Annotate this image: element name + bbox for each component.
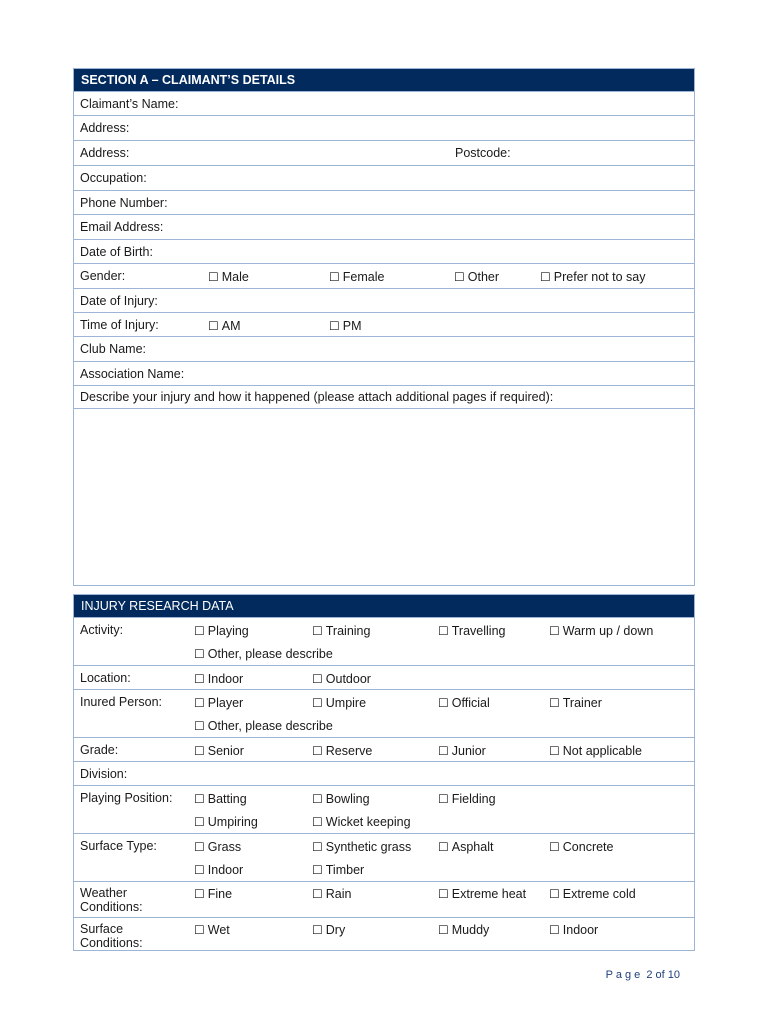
playing-position-row (74, 785, 694, 809)
claimant-details-section (73, 68, 695, 586)
injured-person-row (74, 689, 694, 713)
surface-grass-checkbox[interactable]: ☐ Grass (194, 840, 241, 854)
gender-prefer-not-checkbox[interactable]: ☐ Prefer not to say (540, 270, 645, 284)
surface-type-row (74, 833, 694, 857)
club-name-row[interactable] (74, 336, 694, 361)
injury-research-title: INJURY RESEARCH DATA (74, 595, 694, 617)
weather-rain-checkbox[interactable]: ☐ Rain (312, 887, 351, 901)
activity-warmup-checkbox[interactable]: ☐ Warm up / down (549, 624, 653, 638)
page-number: 2 of 10 (646, 969, 680, 981)
person-umpire-checkbox[interactable]: ☐ Umpire (312, 696, 366, 710)
location-outdoor-checkbox[interactable]: ☐ Outdoor (312, 672, 371, 686)
address-label-1: Address: (80, 121, 130, 135)
describe-textarea[interactable] (74, 408, 694, 584)
grade-label: Grade: (80, 743, 119, 757)
surface-timber-checkbox[interactable]: ☐ Timber (312, 863, 364, 877)
time-of-injury-label: Time of Injury: (80, 318, 159, 332)
date-of-injury-row[interactable] (74, 288, 694, 312)
occupation-label: Occupation: (80, 171, 147, 185)
grade-na-checkbox[interactable]: ☐ Not applicable (549, 744, 642, 758)
injury-research-section (73, 594, 695, 951)
time-of-injury-row (74, 312, 694, 336)
grade-row (74, 737, 694, 761)
association-name-label: Association Name: (80, 367, 185, 381)
time-pm-checkbox[interactable]: ☐ PM (329, 319, 362, 333)
division-label: Division: (80, 767, 128, 781)
position-bowling-checkbox[interactable]: ☐ Bowling (312, 792, 370, 806)
surface-synthetic-checkbox[interactable]: ☐ Synthetic grass (312, 840, 411, 854)
surface-indoor-checkbox[interactable]: ☐ Indoor (194, 863, 243, 877)
claimant-name-label: Claimant’s Name: (80, 97, 179, 111)
activity-travelling-checkbox[interactable]: ☐ Travelling (438, 624, 506, 638)
activity-other-row (74, 641, 694, 665)
grade-junior-checkbox[interactable]: ☐ Junior (438, 744, 486, 758)
weather-fine-checkbox[interactable]: ☐ Fine (194, 887, 232, 901)
playing-position-label: Playing Position: (80, 791, 173, 805)
activity-playing-checkbox[interactable]: ☐ Playing (194, 624, 249, 638)
club-name-label: Club Name: (80, 342, 146, 356)
surface-conditions-label-line2: Conditions: (80, 936, 143, 950)
gender-other-checkbox[interactable]: ☐ Other (454, 270, 499, 284)
dob-row[interactable] (74, 239, 694, 263)
injured-person-label: Inured Person: (80, 695, 162, 709)
injured-person-other-row (74, 713, 694, 737)
address-row-2[interactable] (74, 140, 694, 165)
conditions-wet-checkbox[interactable]: ☐ Wet (194, 923, 230, 937)
conditions-indoor-checkbox[interactable]: ☐ Indoor (549, 923, 598, 937)
location-label: Location: (80, 671, 131, 685)
grade-senior-checkbox[interactable]: ☐ Senior (194, 744, 244, 758)
activity-label: Activity: (80, 623, 124, 637)
occupation-row[interactable] (74, 165, 694, 190)
page-footer (606, 969, 680, 981)
gender-row (74, 263, 694, 288)
phone-label: Phone Number: (80, 196, 168, 210)
email-row[interactable] (74, 214, 694, 239)
surface-conditions-label-line1: Surface (80, 922, 124, 936)
address-row-1[interactable] (74, 115, 694, 140)
describe-row (74, 385, 694, 408)
gender-label: Gender: (80, 269, 126, 283)
weather-extreme-cold-checkbox[interactable]: ☐ Extreme cold (549, 887, 636, 901)
position-umpiring-checkbox[interactable]: ☐ Umpiring (194, 815, 258, 829)
weather-label-line1: Weather (80, 886, 128, 900)
phone-row[interactable] (74, 190, 694, 214)
claimant-name-row[interactable] (74, 91, 694, 115)
location-row (74, 665, 694, 689)
describe-label: Describe your injury and how it happened (please attach additional pages if required): (80, 390, 554, 404)
association-name-row[interactable] (74, 361, 694, 385)
person-other-checkbox[interactable]: ☐ Other, please describe (194, 719, 333, 733)
activity-row (74, 617, 694, 641)
playing-position-row-2 (74, 809, 694, 833)
postcode-label: Postcode: (455, 146, 511, 160)
weather-label-line2: Conditions: (80, 900, 143, 914)
conditions-muddy-checkbox[interactable]: ☐ Muddy (438, 923, 489, 937)
activity-other-checkbox[interactable]: ☐ Other, please describe (194, 647, 333, 661)
time-am-checkbox[interactable]: ☐ AM (208, 319, 241, 333)
gender-female-checkbox[interactable]: ☐ Female (329, 270, 384, 284)
section-a-title: SECTION A – CLAIMANT’S DETAILS (74, 69, 694, 91)
conditions-dry-checkbox[interactable]: ☐ Dry (312, 923, 345, 937)
gender-male-checkbox[interactable]: ☐ Male (208, 270, 249, 284)
date-of-injury-label: Date of Injury: (80, 294, 158, 308)
surface-type-label: Surface Type: (80, 839, 157, 853)
location-indoor-checkbox[interactable]: ☐ Indoor (194, 672, 243, 686)
position-batting-checkbox[interactable]: ☐ Batting (194, 792, 247, 806)
person-trainer-checkbox[interactable]: ☐ Trainer (549, 696, 602, 710)
weather-extreme-heat-checkbox[interactable]: ☐ Extreme heat (438, 887, 526, 901)
person-official-checkbox[interactable]: ☐ Official (438, 696, 490, 710)
person-player-checkbox[interactable]: ☐ Player (194, 696, 243, 710)
email-label: Email Address: (80, 220, 164, 234)
surface-type-row-2 (74, 857, 694, 881)
page-word: Page (605, 969, 644, 981)
address-label-2: Address: (80, 146, 130, 160)
surface-concrete-checkbox[interactable]: ☐ Concrete (549, 840, 614, 854)
surface-conditions-row (74, 917, 694, 951)
surface-asphalt-checkbox[interactable]: ☐ Asphalt (438, 840, 493, 854)
activity-training-checkbox[interactable]: ☐ Training (312, 624, 370, 638)
grade-reserve-checkbox[interactable]: ☐ Reserve (312, 744, 372, 758)
dob-label: Date of Birth: (80, 245, 153, 259)
division-row[interactable] (74, 761, 694, 785)
position-fielding-checkbox[interactable]: ☐ Fielding (438, 792, 496, 806)
position-wicket-keeping-checkbox[interactable]: ☐ Wicket keeping (312, 815, 411, 829)
weather-row (74, 881, 694, 917)
